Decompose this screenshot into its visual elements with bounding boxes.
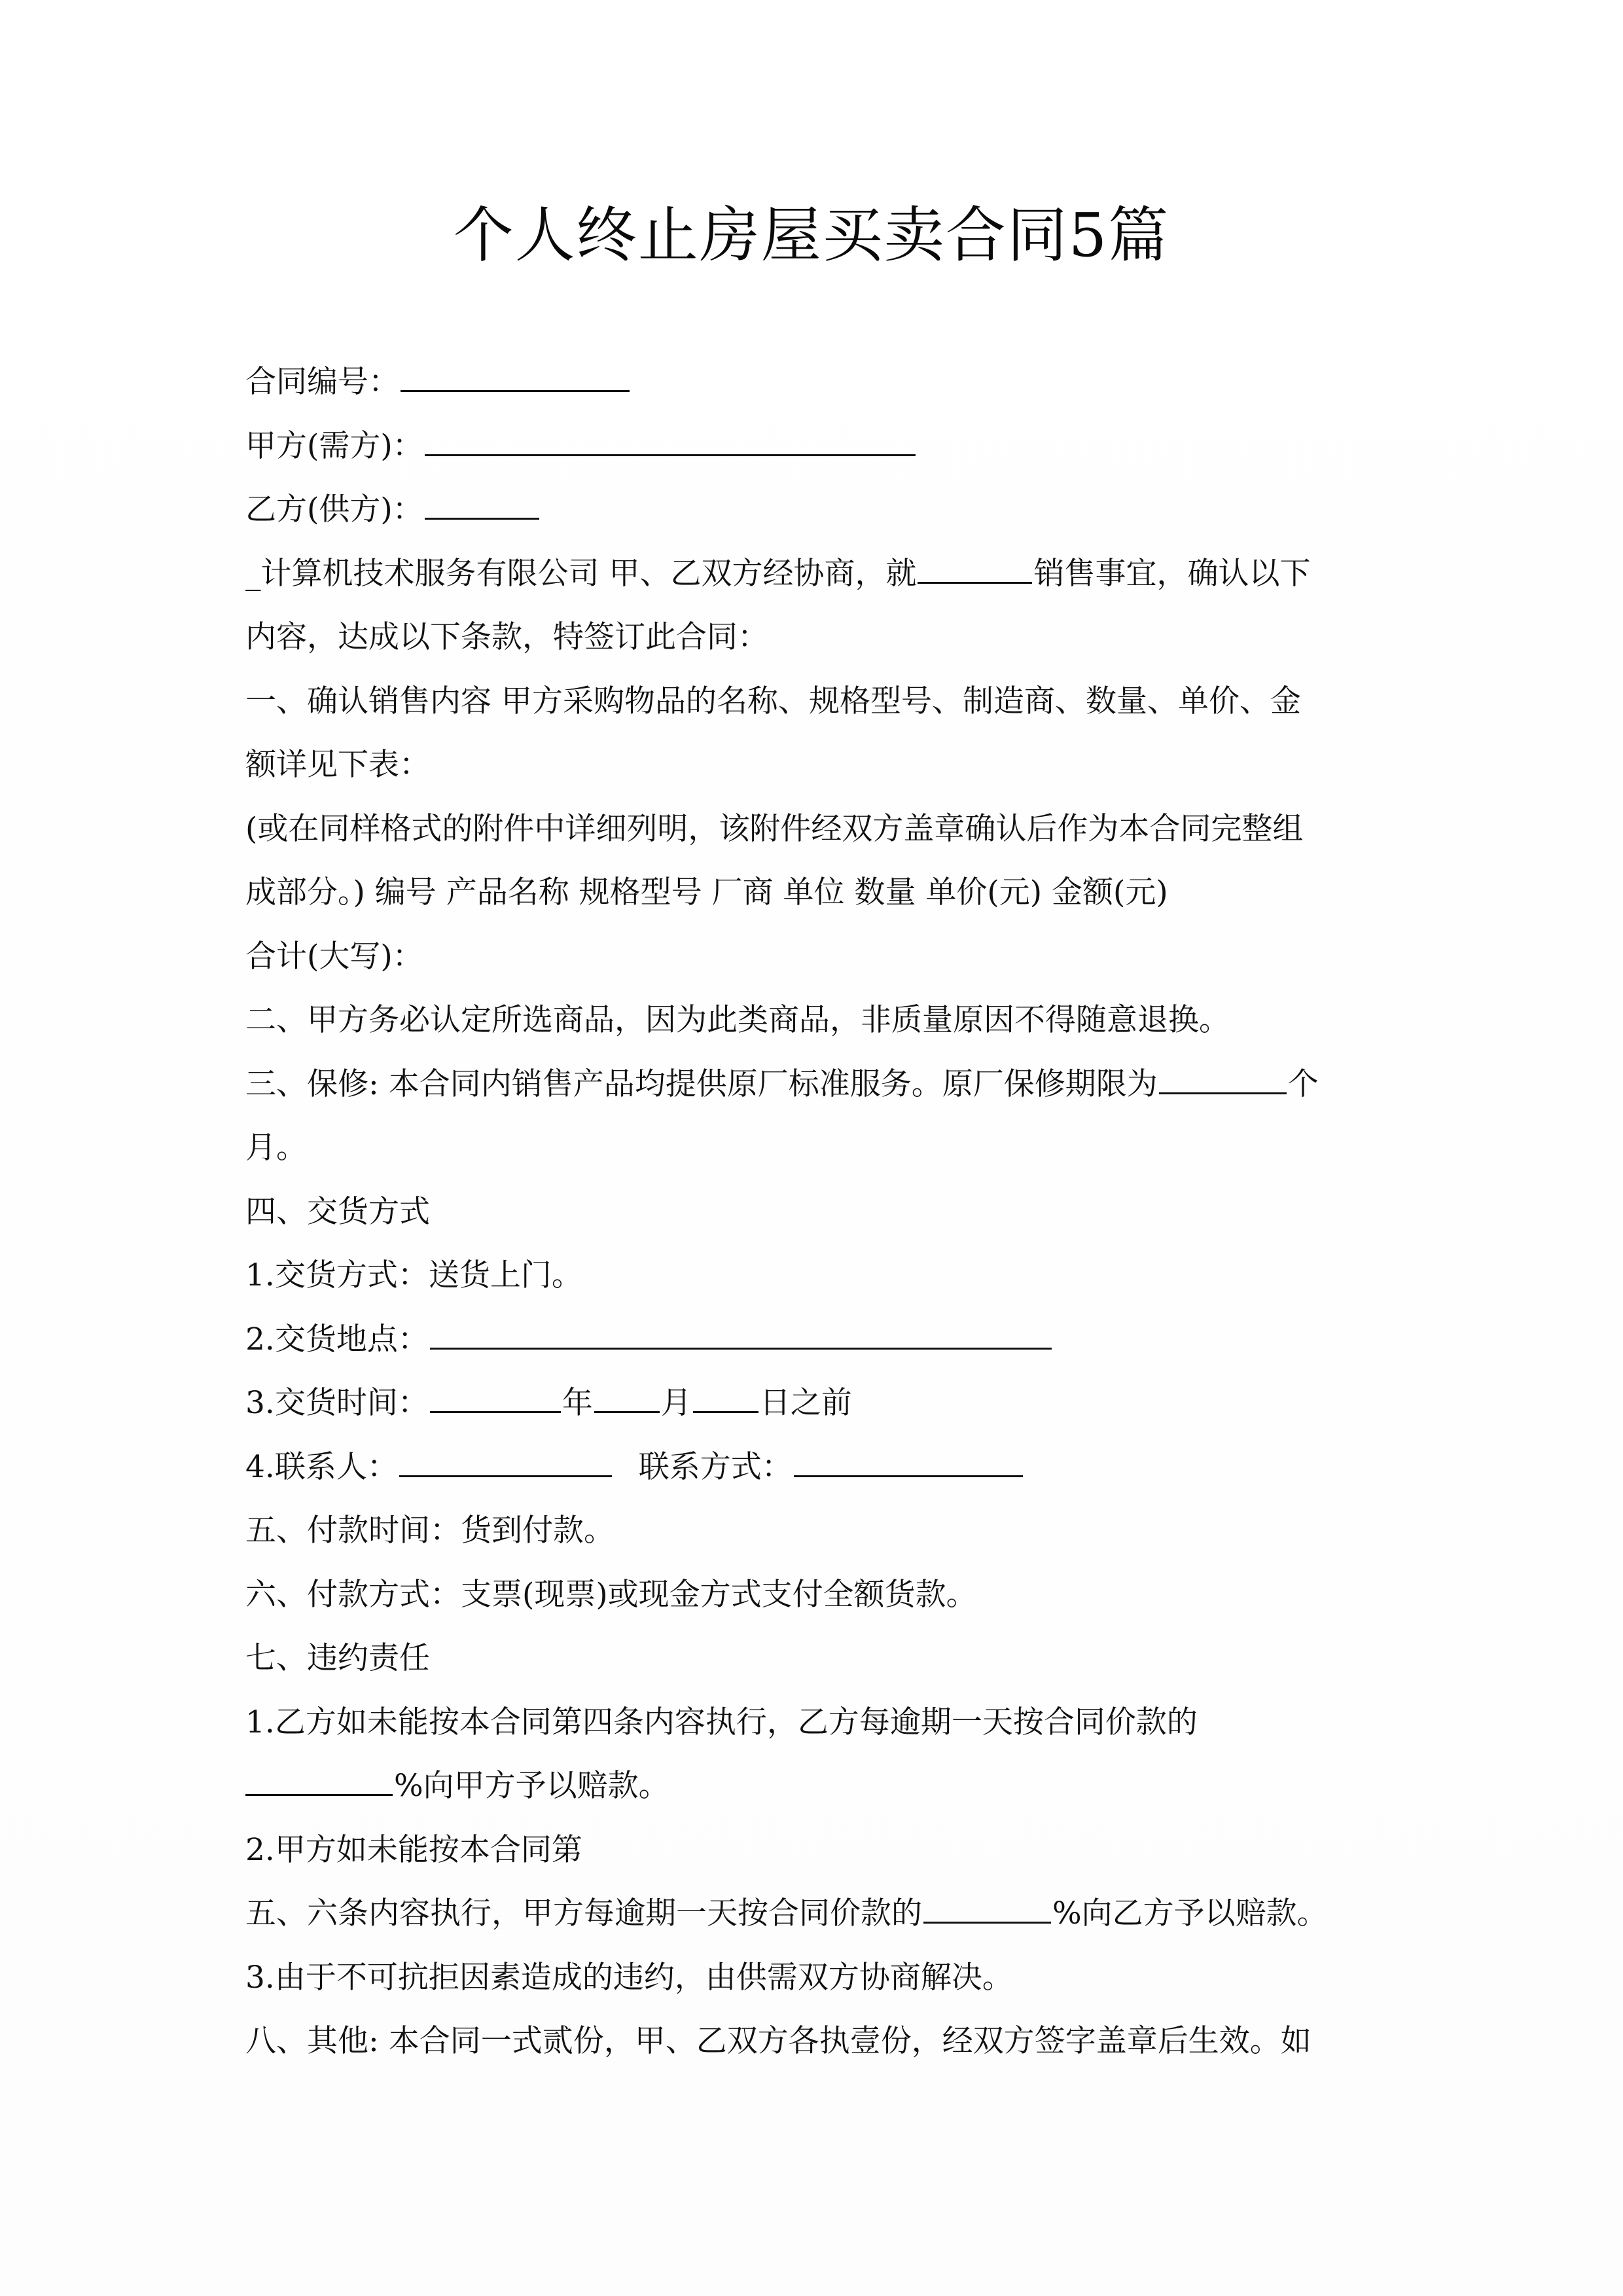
clause-6-text: 六、付款方式：支票(现票)或现金方式支付全额货款。	[245, 1576, 977, 1613]
party-a-blank[interactable]	[425, 424, 916, 456]
contact-person-blank[interactable]	[399, 1445, 612, 1477]
contact-person-label: 4.联系人：	[245, 1448, 398, 1485]
clause-5-text: 五、付款时间：货到付款。	[245, 1513, 615, 1549]
delivery-method-text: 1.交货方式：送货上门。	[245, 1257, 582, 1293]
intro-text-b: 销售事宜，确认以下	[1033, 555, 1311, 592]
breach-2-line-1	[245, 1818, 1381, 1882]
clause-1-line-2	[245, 733, 1381, 797]
clause-8-line	[245, 2009, 1381, 2073]
contact-method-label: 联系方式：	[628, 1448, 793, 1485]
clause-5-line	[245, 1499, 1381, 1563]
breach-3-text: 3.由于不可抗拒因素造成的违约，由供需双方协商解决。	[245, 1959, 1013, 1996]
clause-7-heading	[245, 1626, 1381, 1691]
clause-6-line	[245, 1563, 1381, 1627]
breach-2-percent-blank[interactable]	[923, 1892, 1051, 1924]
year-label: 年	[562, 1385, 593, 1421]
breach-1-line-2	[245, 1754, 1381, 1818]
clause-8-text: 八、其他: 本合同一式贰份，甲、乙双方各执壹份，经双方签字盖章后生效。如	[245, 2023, 1311, 2059]
party-a-label: 甲方(需方)：	[245, 427, 423, 464]
clause-3-text-b: 个	[1287, 1066, 1319, 1102]
contract-number-blank[interactable]	[401, 360, 630, 392]
day-before-label: 日之前	[759, 1385, 852, 1421]
warranty-months-blank[interactable]	[1159, 1062, 1287, 1094]
contract-body	[245, 350, 1381, 2073]
total-label: 合计(大写)：	[245, 938, 423, 975]
delivery-method-line	[245, 1244, 1381, 1308]
breach-2-text-c: %向乙方予以赔款。	[1052, 1895, 1328, 1931]
breach-1-line-1	[245, 1691, 1381, 1755]
contract-number-line	[245, 350, 1381, 414]
clause-1-line-1	[245, 670, 1381, 734]
breach-1-text-b: %向甲方予以赔款。	[394, 1768, 669, 1804]
clause-1-text-c: (或在同样格式的附件中详细列明，该附件经双方盖章确认后作为本合同完整组	[245, 810, 1304, 847]
clause-7-title: 七、违约责任	[245, 1640, 430, 1676]
breach-2-line-2	[245, 1882, 1381, 1946]
month-label: 月	[660, 1385, 692, 1421]
clause-1-line-3	[245, 797, 1381, 861]
delivery-place-blank[interactable]	[430, 1318, 1052, 1350]
breach-1-percent-blank[interactable]	[245, 1764, 393, 1796]
clause-3-text-c: 月。	[245, 1130, 307, 1166]
delivery-time-label: 3.交货时间：	[245, 1385, 429, 1421]
sales-item-blank[interactable]	[918, 552, 1032, 584]
party-b-blank[interactable]	[425, 488, 539, 520]
delivery-month-blank[interactable]	[594, 1381, 660, 1413]
intro-text-a: _计算机技术服务有限公司 甲、乙双方经协商，就	[245, 555, 917, 592]
document-title: 个人终止房屋买卖合同5篇	[453, 200, 1170, 270]
party-b-line	[245, 478, 1381, 542]
clause-2-line	[245, 988, 1381, 1052]
breach-3-line	[245, 1946, 1381, 2010]
clause-1-text-b: 额详见下表：	[245, 747, 430, 783]
clause-1-table-header	[245, 861, 1381, 925]
party-b-label: 乙方(供方)：	[245, 492, 423, 528]
breach-2-text-b: 五、六条内容执行，甲方每逾期一天按合同价款的	[245, 1895, 922, 1931]
intro-line-1	[245, 542, 1381, 606]
intro-line-2	[245, 605, 1381, 670]
clause-2-text: 二、甲方务必认定所选商品，因为此类商品，非质量原因不得随意退换。	[245, 1002, 1230, 1038]
clause-4-title: 四、交货方式	[245, 1193, 430, 1230]
breach-1-text-a: 1.乙方如未能按本合同第四条内容执行，乙方每逾期一天按合同价款的	[245, 1704, 1198, 1740]
delivery-place-line	[245, 1308, 1381, 1372]
clause-4-heading	[245, 1180, 1381, 1244]
contract-number-label: 合同编号：	[245, 364, 399, 400]
clause-3-line-2	[245, 1116, 1381, 1180]
party-a-line	[245, 414, 1381, 478]
total-line	[245, 925, 1381, 989]
clause-3-line-1	[245, 1052, 1381, 1117]
contact-line	[245, 1435, 1381, 1499]
clause-1-text-d: 成部分。) 编号 产品名称 规格型号 厂商 单位 数量 单价(元) 金额(元)	[245, 874, 1168, 910]
contact-method-blank[interactable]	[794, 1445, 1023, 1477]
intro-text-c: 内容，达成以下条款，特签订此合同：	[245, 619, 768, 655]
clause-3-text-a: 三、保修: 本合同内销售产品均提供原厂标准服务。原厂保修期限为	[245, 1066, 1158, 1102]
delivery-time-line	[245, 1371, 1381, 1435]
clause-1-text-a: 一、确认销售内容 甲方采购物品的名称、规格型号、制造商、数量、单价、金	[245, 683, 1301, 719]
delivery-year-blank[interactable]	[430, 1381, 561, 1413]
delivery-place-label: 2.交货地点：	[245, 1321, 429, 1357]
delivery-day-blank[interactable]	[693, 1381, 758, 1413]
breach-2-text-a: 2.甲方如未能按本合同第	[245, 1831, 582, 1868]
